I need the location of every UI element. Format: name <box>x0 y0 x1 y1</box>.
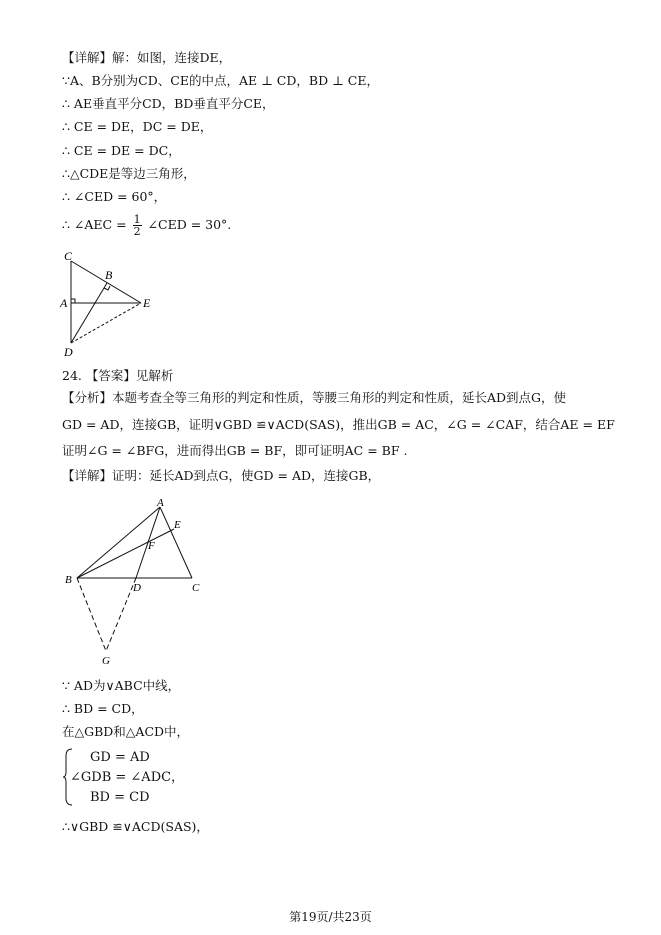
proof-intro: 【详解】证明：延长AD到点G，使GD = AD，连接GB， <box>62 468 381 483</box>
analysis-line: GD = AD，连接GB，证明∨GBD ≌∨ACD(SAS)，推出GB = AC，∠G = ∠CAF，结合AE = EF <box>62 417 615 432</box>
label-b: B <box>65 574 72 586</box>
fraction-denominator: 2 <box>133 225 141 238</box>
figure-triangle-abc <box>60 498 210 670</box>
label-e: E <box>143 296 151 310</box>
label-c: C <box>64 249 73 263</box>
label-b: B <box>105 268 113 282</box>
angle-suffix: ∠CED = 30°. <box>147 217 232 232</box>
label-e: E <box>174 519 181 531</box>
text-line: ∴ ∠CED = 60°， <box>62 189 167 204</box>
label-a: A <box>157 498 164 509</box>
conclusion-line: ∴∨GBD ≌∨ACD(SAS)， <box>62 819 209 834</box>
figure-triangle-cde <box>58 248 168 360</box>
label-a: A <box>60 296 68 310</box>
angle-prefix: ∴ ∠AEC = <box>62 217 127 232</box>
proof-line: ∴ BD = CD， <box>62 701 144 716</box>
question-header: 24. 【答案】见解析 <box>62 368 174 383</box>
fraction-numerator: 1 <box>133 213 141 226</box>
system-eq-2: ∠GDB = ∠ADC， <box>70 770 185 785</box>
text-line: ∵A、B分别为CD、CE的中点，AE ⊥ CD，BD ⊥ CE， <box>62 73 379 88</box>
text-line: ∴ CE = DE = DC， <box>62 143 181 158</box>
analysis-line: 证明∠G = ∠BFG，进而得出GB = BF，即可证明AC = BF . <box>62 443 408 458</box>
text-line: ∴ CE = DE，DC = DE， <box>62 119 213 134</box>
angle-equation <box>62 214 231 237</box>
text-line: ∴ AE垂直平分CD，BD垂直平分CE， <box>62 96 275 111</box>
text-line: ∴△CDE是等边三角形， <box>62 166 196 181</box>
label-d: D <box>133 582 141 594</box>
label-f: F <box>148 540 155 552</box>
label-d: D <box>64 345 73 359</box>
proof-line: 在△GBD和△ACD中， <box>62 724 190 739</box>
analysis-line: 【分析】本题考查全等三角形的判定和性质，等腰三角形的判定和性质，延长AD到点G，使 <box>62 390 567 405</box>
fraction <box>133 214 142 237</box>
text-line: 【详解】解：如图，连接DE， <box>62 50 232 65</box>
label-c: C <box>192 582 200 594</box>
system-eq-3: BD = CD <box>90 790 150 805</box>
proof-line: ∵ AD为∨ABC中线， <box>62 678 181 693</box>
page-footer: 第19页/共23页 <box>289 910 372 924</box>
label-g: G <box>102 655 110 667</box>
system-eq-1: GD = AD <box>90 750 150 765</box>
